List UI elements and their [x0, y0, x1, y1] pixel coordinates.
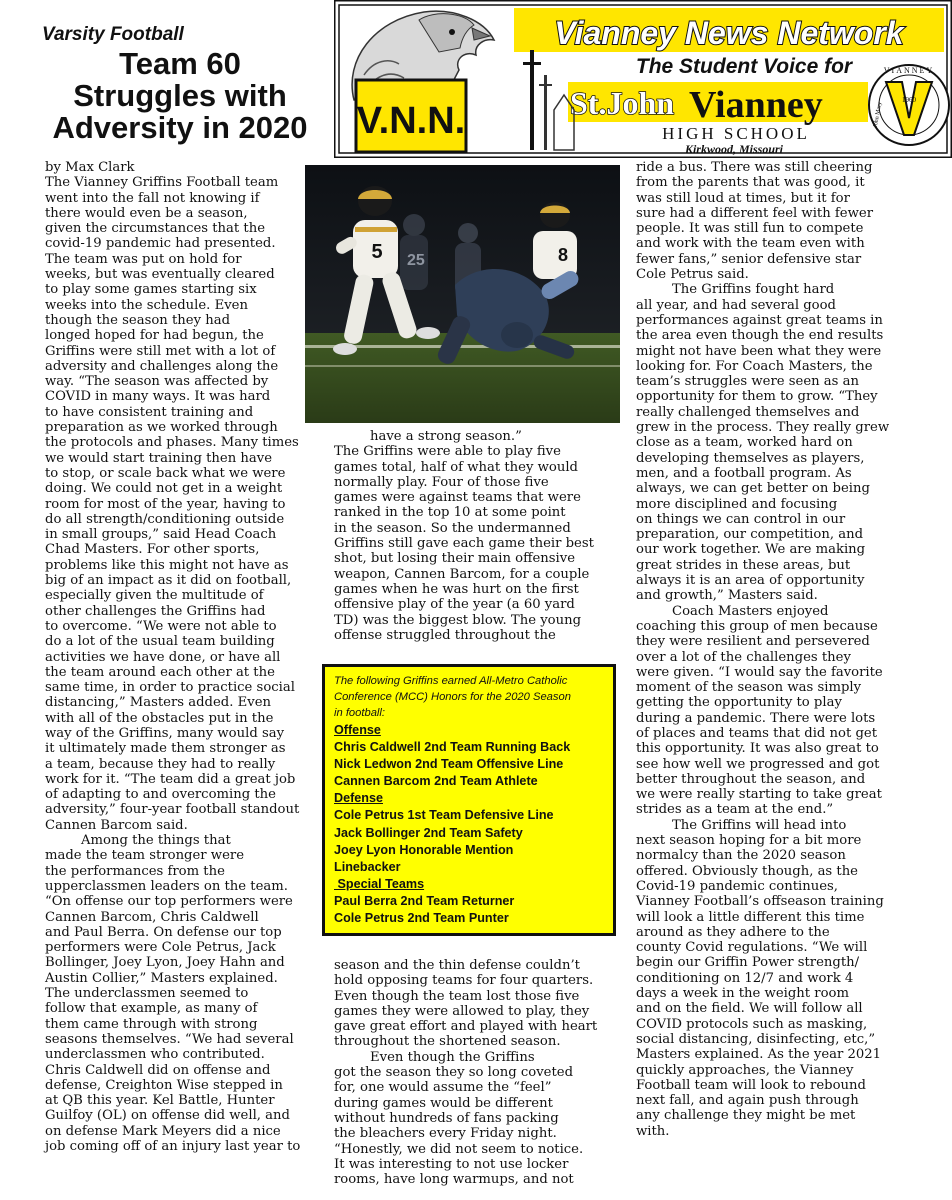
article-line: the performances from the: [45, 863, 225, 879]
honors-entry: Cannen Barcom 2nd Team Athlete: [334, 774, 538, 789]
article-line: were given. “I would say the favorite: [636, 664, 883, 680]
article-line: longed hoped for had begun, the: [45, 328, 264, 344]
article-line: do all strength/conditioning outside: [45, 511, 285, 527]
article-line: performances against great teams in: [636, 312, 883, 328]
article-line: games when he was hurt on the first: [334, 581, 579, 597]
article-line: to overcome. “We were not able to: [45, 618, 277, 634]
article-line: Cole Petrus said.: [636, 267, 749, 283]
honors-intro-line: Conference (MCC) Honors for the 2020 Season: [334, 691, 571, 703]
article-column-2-top: [334, 429, 624, 643]
tagline: The Student Voice for: [635, 55, 853, 78]
article-line: them came through with strong: [45, 1016, 258, 1032]
article-line: with all of the obstacles put in the: [45, 710, 274, 726]
article-line: way. “The season was affected by: [45, 374, 269, 390]
article-line: of places and teams that did not get: [636, 725, 878, 741]
article-line: work for it. “The team did a great job: [45, 771, 296, 787]
article-line: It was interesting to not use locker: [334, 1156, 569, 1172]
article-line: a team, because they had to really: [45, 756, 276, 772]
school-name: Vianney: [689, 84, 823, 126]
article-line: during a pandemic. There were lots: [636, 710, 876, 726]
article-line: from the parents that was good, it: [636, 175, 865, 191]
svg-text:1960: 1960: [902, 96, 916, 104]
article-line: men, and a football program. As: [636, 465, 852, 481]
article-line: throughout the shortened season.: [334, 1034, 561, 1050]
article-line: the protocols and phases. Many times: [45, 435, 299, 451]
article-line: weapon, Cannen Barcom, for a couple: [334, 566, 590, 582]
honors-section-heading: Special Teams: [334, 876, 425, 891]
article-line: strides as a team at the end.”: [636, 802, 834, 818]
svg-text:25: 25: [407, 252, 425, 269]
article-line: The Griffins fought hard: [672, 282, 835, 298]
col2a-body: [334, 429, 624, 643]
article-line: Even though the team lost those five: [334, 988, 580, 1004]
article-line: great strides in these areas, but: [636, 557, 851, 573]
article-line: way of the Griffins, many would say: [45, 725, 285, 741]
masthead: [334, 0, 952, 158]
article-line: to stop, or scale back what we were: [45, 465, 286, 481]
honors-intro: [334, 673, 604, 721]
honors-intro-line: in football:: [334, 707, 385, 719]
article-line: room for most of the year, having to: [45, 496, 286, 512]
col1-body: [45, 175, 325, 1154]
honors-entry: Chris Caldwell 2nd Team Running Back: [334, 740, 571, 755]
article-line: there would even be a season,: [45, 205, 248, 221]
article-line: close as a team, worked hard on: [636, 435, 853, 451]
article-line: next fall, and again push through: [636, 1093, 859, 1109]
article-line: Griffins were still met with a lot of: [45, 343, 276, 359]
article-line: offensive play of the year (a 60 yard: [334, 597, 575, 613]
honors-entry: Paul Berra 2nd Team Returner: [334, 893, 515, 908]
article-line: social distancing, disinfecting, etc,”: [636, 1031, 876, 1047]
article-line: around as they adhere to the: [636, 924, 830, 940]
article-line: with.: [636, 1123, 670, 1139]
article-line: on defense Mark Meyers did a nice: [45, 1123, 281, 1139]
article-line: of adapting to and overcoming the: [45, 787, 276, 803]
article-line: hold opposing teams for four quarters.: [334, 973, 594, 989]
location: Kirkwood, Missouri: [684, 142, 784, 156]
vnn-letters: V.N.N.: [356, 100, 466, 142]
article-line: Guilfoy (OL) on offense did well, and: [45, 1108, 290, 1124]
article-line: made the team stronger were: [45, 848, 245, 864]
article-line: games they were allowed to play, they: [334, 1003, 590, 1019]
article-line: might not have been what they were: [636, 343, 882, 359]
article-line: moment of the season was simply: [636, 680, 862, 696]
article-line: conditioning on 12/7 and work 4: [636, 970, 854, 986]
honors-entry: Cole Petrus 2nd Team Punter: [334, 911, 509, 926]
article-line: getting the opportunity to play: [636, 695, 842, 711]
article-line: offense struggled throughout the: [334, 627, 556, 643]
honors-list: [334, 722, 604, 927]
article-kicker: Varsity Football: [42, 24, 184, 45]
article-line: in small groups,” said Head Coach: [45, 527, 277, 543]
article-line: Football team will look to rebound: [636, 1077, 866, 1093]
article-line: other challenges the Griffins had: [45, 603, 266, 619]
article-line: games total, half of what they would: [334, 459, 578, 475]
honors-section-heading: Defense: [334, 791, 383, 806]
svg-text:8: 8: [557, 245, 569, 265]
article-line: offered. Obviously though, as the: [636, 863, 858, 879]
article-line: Even though the Griffins: [370, 1049, 535, 1065]
article-line: begin our Griffin Power strength/: [636, 955, 860, 971]
honors-entry: Linebacker: [334, 859, 401, 874]
article-line: Austin Collier,” Masters explained.: [45, 970, 278, 986]
article-line: covid-19 pandemic had presented.: [45, 236, 276, 252]
article-column-1: [45, 160, 325, 1154]
article-line: seasons themselves. “We had several: [45, 1031, 294, 1047]
headline-line: Struggles with: [73, 78, 287, 113]
article-line: rooms, have long warmups, and not: [334, 1172, 574, 1188]
article-line: distancing,” Masters added. Even: [45, 695, 271, 711]
article-line: weeks, but was eventually cleared: [45, 267, 275, 283]
article-line: days a week in the weight room: [636, 986, 849, 1002]
article-line: Cannen Barcom said.: [45, 817, 188, 833]
article-line: people. It was still fun to compete: [636, 221, 864, 237]
honors-section-heading: Offense: [334, 723, 381, 737]
football-photo: [305, 165, 620, 423]
col2b-body: [334, 958, 624, 1187]
article-line: and Paul Berra. On defense our top: [45, 924, 282, 940]
school-st: St.John: [570, 85, 675, 121]
article-line: activities we have done, or have all: [45, 649, 281, 665]
article-line: problems like this might not have as: [45, 557, 289, 573]
article-line: all year, and had several good: [636, 297, 836, 313]
article-line: more disciplined and focusing: [636, 496, 838, 512]
article-line: Bollinger, Joey Lyon, Joey Hahn and: [45, 955, 285, 971]
article-line: Vianney Football’s offseason training: [636, 894, 884, 910]
article-line: given the circumstances that the: [45, 221, 265, 237]
article-line: always it is an area of opportunity: [636, 573, 865, 589]
school-seal-icon: [869, 65, 949, 145]
article-line: developing themselves as players,: [636, 450, 865, 466]
article-line: team’s struggles were seen as an: [636, 374, 859, 390]
article-line: season and the thin defense couldn’t: [334, 958, 580, 973]
article-line: shot, but losing their main offensive: [334, 551, 576, 567]
article-line: without hundreds of fans packing: [334, 1110, 559, 1126]
article-line: Masters explained. As the year 2021: [636, 1047, 882, 1063]
article-line: ranked in the top 10 at some point: [334, 505, 566, 521]
article-line: “On offense our top performers were: [45, 894, 293, 910]
article-line: it ultimately made them stronger as: [45, 741, 286, 757]
byline: by Max Clark: [45, 160, 135, 175]
network-title: Vianney News Network: [554, 15, 904, 51]
article-line: performers were Cole Petrus, Jack: [45, 940, 276, 956]
article-line: Among the things that: [81, 833, 231, 849]
article-line: grew in the process. They really grew: [636, 420, 890, 436]
article-line: big of an impact as it did on football,: [45, 573, 292, 589]
article-line: do a lot of the usual team building: [45, 634, 275, 650]
article-line: see how well we progressed and got: [636, 756, 880, 772]
article-line: Covid-19 pandemic continues,: [636, 878, 838, 894]
article-line: the bleachers every Friday night.: [334, 1126, 557, 1142]
article-line: the area even though the end results: [636, 328, 884, 344]
honors-entry: Joey Lyon Honorable Mention: [334, 842, 514, 857]
article-line: The Griffins will head into: [672, 817, 847, 833]
article-line: normalcy than the 2020 season: [636, 848, 846, 864]
article-line: defense, Creighton Wise stepped in: [45, 1077, 283, 1093]
article-line: sure had a different feel with fewer: [636, 205, 874, 221]
article-line: next season hoping for a bit more: [636, 833, 862, 849]
article-line: job coming off of an injury last year to: [45, 1139, 301, 1154]
honors-intro-line: The following Griffins earned All-Metro Catholic: [334, 675, 568, 687]
article-line: any challenge they might be met: [636, 1108, 856, 1124]
article-line: The Griffins were able to play five: [334, 444, 561, 460]
article-line: to have consistent training and: [45, 404, 254, 420]
article-line: COVID in many ways. It was hard: [45, 389, 271, 405]
article-line: gave great effort and played with heart: [334, 1019, 598, 1035]
article-line: Cannen Barcom, Chris Caldwell: [45, 909, 259, 925]
article-line: during games would be different: [334, 1095, 553, 1111]
article-line: they were resilient and persevered: [636, 634, 870, 650]
article-line: follow that example, as many of: [45, 1001, 258, 1017]
article-line: adversity and challenges along the: [45, 358, 279, 374]
article-line: over a lot of the challenges they: [636, 649, 851, 665]
article-line: have a strong season.”: [370, 429, 522, 444]
article-line: our work together. We are making: [636, 542, 866, 558]
article-line: Chris Caldwell did on offense and: [45, 1062, 271, 1078]
article-line: upperclassmen leaders on the team.: [45, 878, 288, 894]
article-line: same time, in order to practice social: [45, 680, 295, 696]
article-line: Griffins still gave each game their best: [334, 536, 594, 552]
article-line: really challenged themselves and: [636, 404, 860, 420]
honors-box: [322, 664, 616, 936]
headline-line: Team 60: [119, 46, 241, 81]
article-line: got the season they so long coveted: [334, 1065, 574, 1081]
article-line: Coach Masters enjoyed: [672, 603, 829, 619]
article-column-3: [636, 160, 936, 1139]
article-line: preparation, our competition, and: [636, 527, 864, 543]
article-line: TD) was the biggest blow. The young: [334, 612, 582, 628]
article-line: looking for. For Coach Masters, the: [636, 358, 873, 374]
article-line: will look a little different this time: [636, 909, 865, 925]
article-line: games were against teams that were: [334, 490, 581, 506]
article-line: for, one would assume the “feel”: [334, 1080, 552, 1096]
article-line: and on the field. We will follow all: [636, 1001, 863, 1017]
article-line: especially given the multitude of: [45, 588, 264, 604]
article-line: in the season. So the undermanned: [334, 520, 571, 536]
article-line: to play some games starting six: [45, 282, 257, 298]
article-line: we were really starting to take great: [636, 787, 882, 803]
article-line: adversity,” four-year football standout: [45, 802, 300, 818]
article-line: “Honestly, we did not seem to notice.: [334, 1141, 584, 1157]
article-line: COVID protocols such as masking,: [636, 1016, 868, 1032]
high-school: HIGH SCHOOL: [662, 124, 810, 143]
article-line: quickly approaches, the Vianney: [636, 1062, 854, 1078]
article-line: underclassmen who contributed.: [45, 1047, 265, 1063]
article-column-2-bottom: [334, 958, 624, 1187]
article-line: opportunity for them to grow. “They: [636, 389, 878, 405]
article-line: fewer fans,” senior defensive star: [636, 251, 862, 267]
svg-text:VIANNEY: VIANNEY: [883, 66, 935, 75]
article-line: and growth,” Masters said.: [636, 588, 818, 604]
col3-body: [636, 160, 936, 1139]
article-line: at QB this year. Kel Battle, Hunter: [45, 1093, 275, 1109]
article-line: was still loud at times, but it for: [636, 190, 850, 206]
article-line: the team around each other at the: [45, 664, 275, 680]
article-line: The Vianney Griffins Football team: [45, 175, 279, 191]
article-line: we would start training then have: [45, 450, 272, 466]
article-line: normally play. Four of those five: [334, 474, 549, 490]
article-line: The team was put on hold for: [45, 251, 242, 267]
article-line: Chad Masters. For other sports,: [45, 542, 260, 558]
article-line: went into the fall not knowing if: [45, 190, 260, 206]
svg-text:5: 5: [371, 241, 383, 263]
article-line: preparation as we worked through: [45, 420, 278, 436]
article-line: coaching this group of men because: [636, 618, 878, 634]
honors-entry: Cole Petrus 1st Team Defensive Line: [334, 808, 554, 823]
article-line: this opportunity. It was also great to: [636, 741, 879, 757]
article-line: county Covid regulations. “We will: [636, 940, 868, 956]
article-line: weeks into the schedule. Even: [45, 297, 248, 313]
article-line: always, we can get better on being: [636, 481, 870, 497]
article-line: ride a bus. There was still cheering: [636, 160, 873, 175]
article-line: The underclassmen seemed to: [45, 986, 249, 1002]
article-line: though the season they had: [45, 312, 231, 328]
headline-line: Adversity in 2020: [52, 110, 308, 145]
article-line: and work with the team even with: [636, 236, 865, 252]
article-line: better throughout the season, and: [636, 771, 866, 787]
article-headline: [30, 48, 330, 144]
honors-entry: Jack Bollinger 2nd Team Safety: [334, 825, 523, 840]
svg-text:John Mary: John Mary: [872, 101, 884, 129]
article-line: on things we can control in our: [636, 511, 846, 527]
article-line: doing. We could not get in a weight: [45, 481, 283, 497]
honors-entry: Nick Ledwon 2nd Team Offensive Line: [334, 757, 564, 772]
